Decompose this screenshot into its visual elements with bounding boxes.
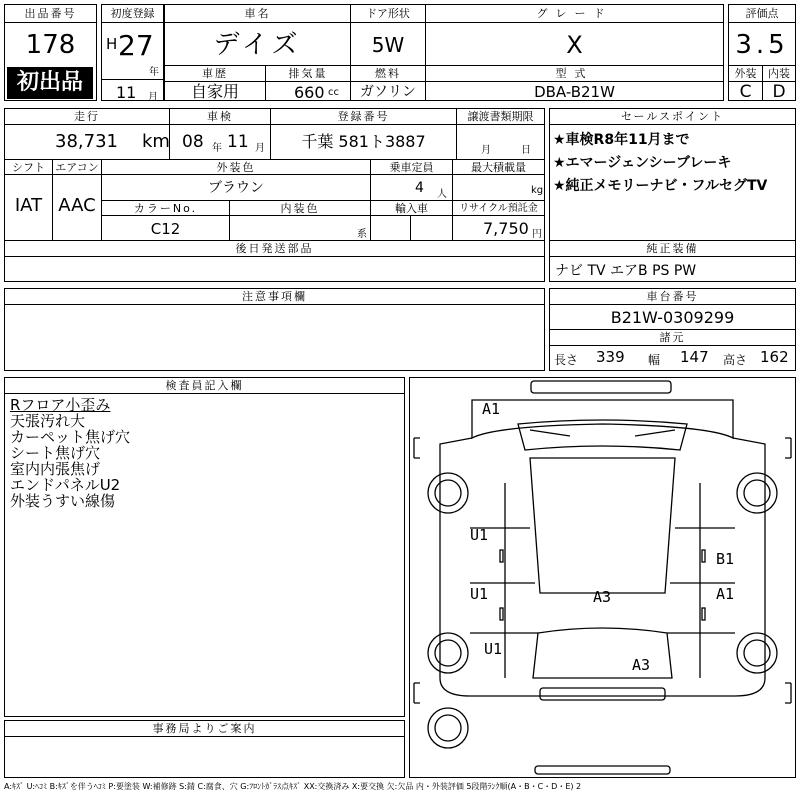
recycle-label: リサイクル預託金 <box>453 201 544 216</box>
int-color-unit: 系 <box>357 229 367 240</box>
inspector-box <box>4 377 405 717</box>
fuel-label: 燃料 <box>351 66 425 82</box>
damage-mark: A1 <box>482 400 501 418</box>
car-info-box <box>164 4 724 101</box>
model-label: 型式 <box>426 66 723 82</box>
int-grade: D <box>772 83 786 101</box>
int-color-label: 内装色 <box>230 201 370 216</box>
transfer-month-unit: 月 <box>481 145 491 156</box>
lot-label: 出品番号 <box>5 5 96 23</box>
equipment-label: 純正装備 <box>550 241 795 257</box>
shift-type: IAT <box>14 195 43 216</box>
grade-label: グレード <box>426 5 723 23</box>
registration-label: 初度登録 <box>102 5 163 23</box>
inspector-note: 室内内張焦げ <box>10 460 101 478</box>
height-label: 高さ <box>723 353 748 367</box>
inspection-label: 車検 <box>170 109 270 125</box>
transfer-day-unit: 日 <box>521 145 531 156</box>
equipment-list: ナビ TV エアB PS PW <box>555 263 697 279</box>
inspector-note: エンドパネルU2 <box>10 476 121 494</box>
km-unit: km <box>142 131 170 152</box>
load-unit: kg <box>531 185 544 196</box>
score: 3.5 <box>735 30 789 60</box>
damage-mark: U1 <box>470 585 489 603</box>
history: 自家用 <box>190 83 239 101</box>
reg-no-label: 登録番号 <box>271 109 456 125</box>
era-label: H <box>106 35 118 53</box>
caution-box <box>4 288 545 371</box>
damage-mark: A3 <box>593 588 612 606</box>
max-load-label: 最大積載量 <box>453 160 544 175</box>
door-type: 5W <box>371 33 405 57</box>
capacity-unit: 人 <box>437 189 447 200</box>
month-unit: 月 <box>148 92 158 103</box>
ac-label: エアコン <box>53 160 101 175</box>
inspector-note: 天張汚れ大 <box>10 412 86 430</box>
inspector-note: シート焦げ穴 <box>10 444 101 462</box>
inspector-note: 外装うすい線傷 <box>10 492 116 510</box>
fuel: ガソリン <box>360 84 416 100</box>
shift-label: シフト <box>5 160 52 175</box>
door-label: ドア形状 <box>351 5 425 23</box>
color-number: C12 <box>150 220 181 238</box>
sales-point-1: ★車検R8年11月まで <box>553 132 690 148</box>
chassis-box <box>549 288 796 371</box>
int-grade-label: 内装 <box>763 66 795 82</box>
cc-unit: cc <box>328 87 339 98</box>
score-label: 評価点 <box>729 5 795 23</box>
dimensions-label: 諸元 <box>550 330 795 346</box>
sales-point-box <box>549 108 796 241</box>
registration-number: 千葉 581ト3887 <box>301 132 426 151</box>
color-no-label: カラーNo. <box>102 201 229 216</box>
displacement: 660 <box>294 83 325 102</box>
inspector-note: カーペット焦げ穴 <box>10 428 131 446</box>
length-value: 339 <box>596 348 625 366</box>
lot-number: 178 <box>25 30 76 60</box>
ext-grade: C <box>739 83 752 101</box>
registration-box <box>101 4 164 101</box>
width-value: 147 <box>680 348 709 366</box>
car-name: デイズ <box>213 30 302 60</box>
inspection-month: 11 <box>227 132 249 152</box>
capacity: 4 <box>415 180 424 196</box>
sales-point-2: ★エマージェンシーブレーキ <box>553 155 732 171</box>
office-box <box>4 720 405 778</box>
chassis-number: B21W-0309299 <box>610 308 735 327</box>
ext-color-label: 外装色 <box>102 160 370 175</box>
caution-label: 注意事項欄 <box>5 289 544 305</box>
inspector-label: 検査員記入欄 <box>5 378 404 394</box>
displacement-label: 排気量 <box>266 66 350 82</box>
car-name-label: 車名 <box>165 5 350 23</box>
capacity-label: 乗車定員 <box>371 160 452 175</box>
model: DBA-B21W <box>534 83 615 101</box>
ext-color: ブラウン <box>208 180 264 196</box>
sales-point-3: ★純正メモリーナビ・フルセグTV <box>553 178 768 194</box>
damage-mark: B1 <box>716 550 735 568</box>
length-label: 長さ <box>554 353 579 367</box>
transfer-deadline-label: 譲渡書類期限 <box>457 109 544 125</box>
legend-text: A:ｷｽﾞ U:ﾍｺﾐ B:ｷｽﾞを伴うﾍｺﾐ P:要塗装 W:補修跡 S:錆 C:腐食、穴 G:ﾌﾛﾝﾄｶﾞﾗｽ点ｷｽﾞ XX:交換済み X:要交換 欠:欠品 内・外装評価 5段階ﾗﾝｸ順(A・B・C・D・E) 2 <box>4 782 582 791</box>
inspector-note: Rフロア小歪み <box>10 396 111 414</box>
score-box <box>728 4 796 101</box>
car-outline-diagram <box>410 378 795 777</box>
damage-diagram <box>409 377 796 778</box>
import-label: 輸入車 <box>371 201 452 216</box>
chassis-label: 車台番号 <box>550 289 795 305</box>
first-listing-badge: 初出品 <box>7 67 93 99</box>
history-label: 車歴 <box>165 66 265 82</box>
height-value: 162 <box>760 348 789 366</box>
ext-grade-label: 外装 <box>729 66 762 82</box>
later-parts-box <box>4 240 545 282</box>
yen-unit: 円 <box>532 229 542 240</box>
damage-mark: U1 <box>470 526 489 544</box>
inspection-year-unit: 年 <box>212 143 222 154</box>
inspection-month-unit: 月 <box>255 143 265 154</box>
damage-mark: U1 <box>484 640 503 658</box>
lot-box <box>4 4 97 101</box>
vehicle-details-box <box>4 108 545 241</box>
year-unit: 年 <box>149 67 159 78</box>
recycle-fee: 7,750 <box>483 219 529 238</box>
office-label: 事務局よりご案内 <box>5 721 404 737</box>
damage-mark: A3 <box>632 656 651 674</box>
damage-mark: A1 <box>716 585 735 603</box>
width-label: 幅 <box>648 353 661 367</box>
inspection-year: 08 <box>182 132 204 152</box>
mileage-label: 走行 <box>5 109 169 125</box>
later-parts-label: 後日発送部品 <box>5 241 544 257</box>
ac-type: AAC <box>58 195 96 216</box>
grade: X <box>566 31 583 59</box>
mileage: 38,731 <box>55 131 118 152</box>
sales-point-label: セールスポイント <box>550 109 795 125</box>
registration-year: 27 <box>118 29 154 62</box>
registration-month: 11 <box>116 83 137 102</box>
equipment-box <box>549 240 796 282</box>
